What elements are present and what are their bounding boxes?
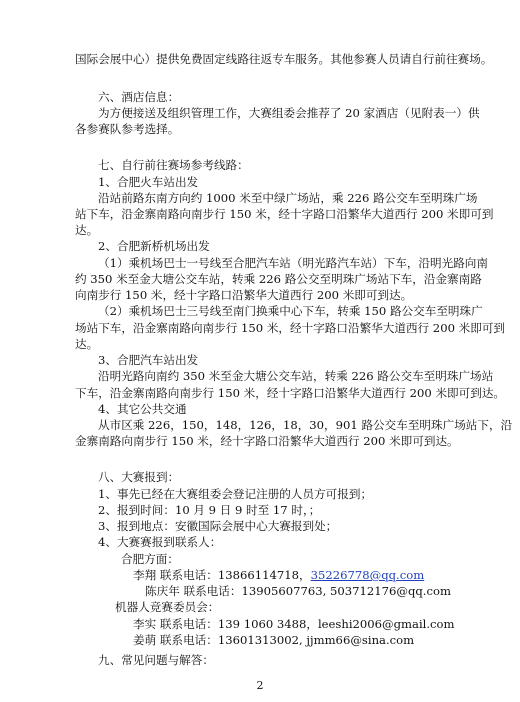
contact-line: [133, 568, 424, 582]
paragraph-line: 各参赛队参考选择。: [75, 122, 180, 136]
list-item: 3、报到地点：安徽国际会展中心大赛报到处；: [98, 519, 338, 533]
subheading: 4、其它公共交通: [98, 402, 187, 416]
paragraph-line: 场站下车，沿金寨南路向南步行 150 米，经十字路口沿繁华大道西行 200 米即可到: [75, 321, 506, 335]
contact-line: [133, 633, 414, 647]
contact-label: 联系电话：: [159, 633, 218, 647]
list-item: 2、报到时间：10 月 9 日 9 时至 17 时，；: [98, 503, 321, 517]
section-heading-faq: 九、常见问题与解答：: [98, 653, 214, 667]
section-heading-registration: 八、大赛报到：: [98, 470, 180, 484]
paragraph-line: 国际会展中心）提供免费固定线路往返专车服务。其他参赛人员请自行前往赛场。: [75, 52, 493, 66]
paragraph-line: 站下车，沿金寨南路向南步行 150 米，经十字路口沿繁华大道西行 200 米即可到: [75, 207, 494, 221]
paragraph-line: 达。: [75, 337, 99, 351]
contact-label: 联系电话：: [159, 617, 218, 631]
paragraph-line: 约 350 米至金大塘公交车站，转乘 226 路公交至明珠广场站下车，沿金寨南路: [75, 272, 482, 286]
list-item: 4、大赛赛报到联系人：: [98, 535, 222, 549]
email-link[interactable]: 35226778@qq.com: [310, 568, 425, 582]
list-item: 1、事先已经在大赛组委会登记注册的人员方可报到；: [98, 487, 373, 501]
contact-line: [145, 584, 451, 598]
paragraph-line: （2）乘机场巴士三号线至南门换乘中心下车，转乘 150 路公交车至明珠广: [98, 304, 483, 318]
contact-name: 李翔: [133, 568, 157, 582]
contact-phone: 13905607763, 503712176@qq.com: [241, 584, 451, 598]
contact-phone: 13866114718，: [217, 568, 311, 582]
contact-label: 联系电话：: [159, 568, 218, 582]
paragraph-line: 金寨南路向南步行 150 米，经十字路口沿繁华大道西行 200 米即可到达。: [75, 434, 459, 448]
contact-group-label: 合肥方面：: [121, 552, 179, 566]
contact-phone: 139 1060 3488，leeshi2006@gmail.com: [217, 617, 455, 631]
contact-phone: 13601313002, jjmm66@sina.com: [217, 633, 415, 647]
paragraph-line: 从市区乘 226，150，148，126，18，30，901 路公交车至明珠广场站下，沿: [98, 418, 513, 432]
contact-line: [133, 617, 455, 631]
paragraph-line: 向南步行 150 米，经十字路口沿繁华大道西行 200 米即可到达。: [75, 288, 413, 302]
paragraph-line: 为方便接送及组织管理工作，大赛组委会推荐了 20 家酒店（见附表一）供: [98, 106, 480, 120]
paragraph-line: （1）乘机场巴士一号线至合肥汽车站（明光路汽车站）下车，沿明光路向南: [98, 256, 488, 270]
subheading: 3、合肥汽车站出发: [98, 353, 199, 367]
contact-name: 李实: [133, 617, 157, 631]
subheading: 1、合肥火车站出发: [98, 175, 199, 189]
section-heading-routes: 七、自行前往赛场参考线路：: [98, 158, 249, 172]
paragraph-line: 沿站前路东南方向约 1000 米至中绿广场站，乘 226 路公交车至明珠广场: [98, 191, 478, 205]
section-heading-hotel: 六、酒店信息：: [98, 90, 180, 104]
contact-name: 陈庆年: [145, 584, 180, 598]
subheading: 2、合肥新桥机场出发: [98, 239, 210, 253]
paragraph-line: 达。: [75, 223, 99, 237]
paragraph-line: 下车，沿金寨南路向南步行 150 米，经十字路口沿繁华大道西行 200 米即可到达。: [75, 386, 506, 400]
contact-label: 联系电话：: [183, 584, 242, 598]
page-number: 2: [256, 679, 264, 692]
contact-name: 姜萌: [133, 633, 157, 647]
paragraph-line: 沿明光路向南约 350 米至金大塘公交车站，转乘 226 路公交车至明珠广场站: [98, 369, 494, 383]
contact-group-label: 机器人竞赛委员会：: [115, 600, 220, 614]
